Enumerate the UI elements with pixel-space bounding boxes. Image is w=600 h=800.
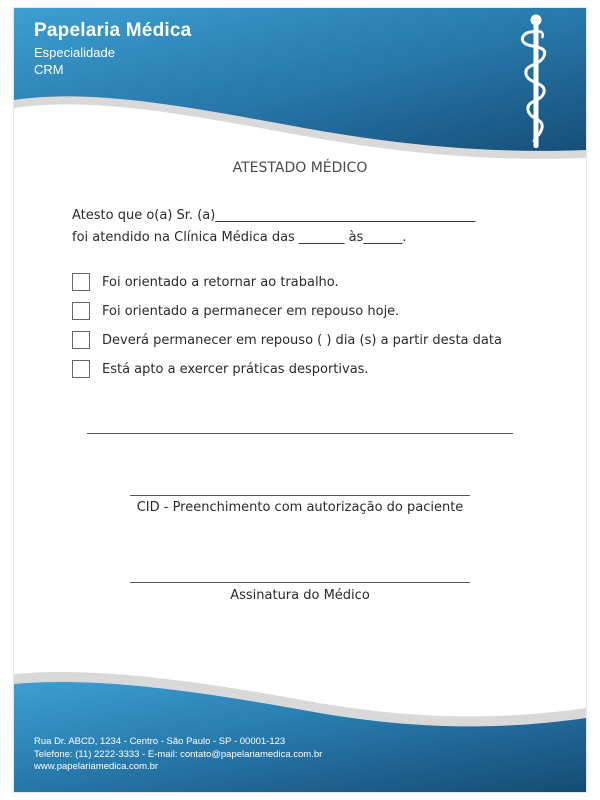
background-waves — [14, 8, 586, 792]
attest-line: Atesto que o(a) Sr. (a)________________________________________ — [72, 208, 476, 223]
checkbox[interactable] — [72, 360, 90, 378]
checkbox[interactable] — [72, 331, 90, 349]
attendance-line: foi atendido na Clínica Médica das _______ às______. — [72, 230, 407, 245]
footer-block — [34, 736, 322, 774]
option-return-work — [72, 273, 339, 291]
option-rest-today — [72, 302, 399, 320]
document-page — [14, 8, 586, 792]
option-rest-days — [72, 331, 502, 349]
option-label: Deverá permanecer em repouso ( ) dia (s) a partir desta data — [102, 332, 502, 348]
checkbox[interactable] — [72, 273, 90, 291]
option-label: Foi orientado a retornar ao trabalho. — [102, 274, 339, 290]
option-label: Foi orientado a permanecer em repouso hoje. — [102, 303, 400, 319]
doctor-signature-line — [130, 582, 470, 583]
crm-label: CRM — [34, 62, 64, 77]
footer-website: www.papelariamedica.com.br — [34, 761, 159, 772]
footer-contact: Telefone: (11) 2222-3333 - E-mail: contato@papelariamedica.com.br — [34, 748, 323, 760]
cid-caption: CID - Preenchimento com autorização do paciente — [136, 500, 464, 515]
clinic-name: Papelaria Médica — [34, 20, 192, 41]
specialty-label: Especialidade — [34, 45, 115, 60]
option-sports-fit — [72, 360, 369, 378]
signature-caption: Assinatura do Médico — [230, 588, 370, 603]
header-block — [34, 20, 191, 78]
blank-line — [87, 433, 513, 434]
footer-address: Rua Dr. ABCD, 1234 - Centro - São Paulo - SP - 00001-123 — [34, 736, 286, 747]
cid-signature-line — [130, 495, 470, 496]
option-label: Está apto a exercer práticas desportivas. — [102, 361, 369, 377]
checkbox[interactable] — [72, 302, 90, 320]
rod-of-asclepius-icon — [514, 12, 558, 152]
document-title: ATESTADO MÉDICO — [232, 160, 368, 176]
